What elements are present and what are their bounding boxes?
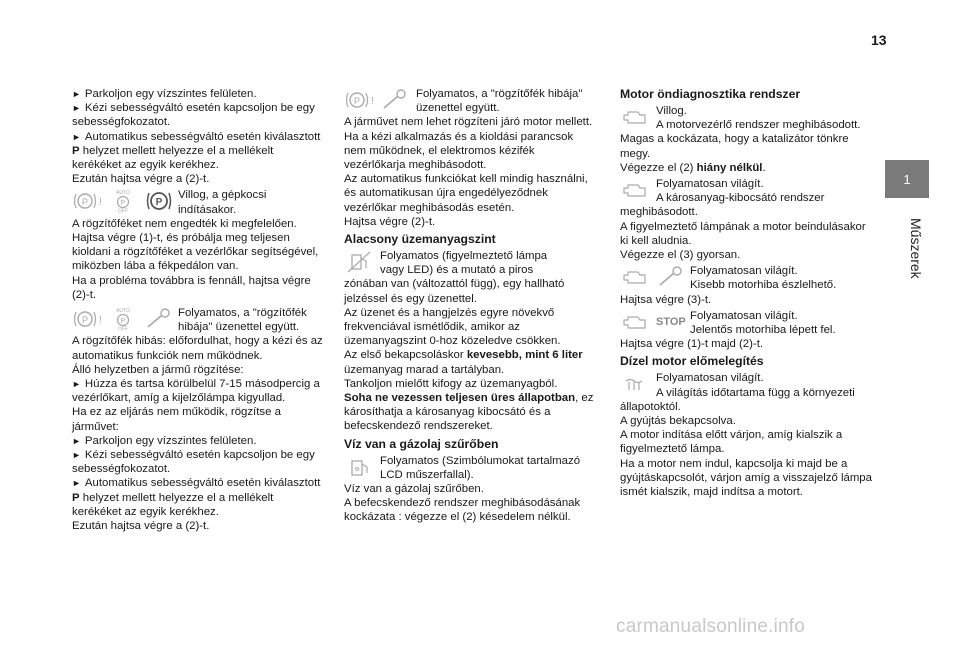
paragraph: Ha a probléma továbbra is fennáll, hajtsa végre (2)-t. [72,274,311,301]
chapter-label: Műszerek [908,218,924,279]
paragraph: A motorvezérlő rendszer meghibásodott. [656,119,861,132]
paragraph: Ezután hajtsa végre a (2)-t. [72,520,210,533]
fuel-icon [344,250,374,274]
paragraph: Hajtsa végre (2)-t. [344,215,436,228]
section-heading: Víz van a gázolaj szűrőben [344,436,499,451]
svg-text:OFF: OFF [118,208,128,214]
svg-text:AUTO: AUTO [116,308,130,315]
paragraph: A motor indítása előtt várjon, amíg kialszik a figyelmeztető lámpa. [620,429,843,456]
chapter-tab[interactable]: 1 [885,160,929,198]
warning-row [344,454,596,482]
warning-row [620,104,876,132]
paragraph: Jelentős motorhiba lépett fel. [690,324,836,337]
paragraph: Magas a kockázata, hogy a katalizátor tönkre megy. [620,133,849,160]
warning-row [72,188,324,216]
bullet-item: ► Kézi sebességváltó esetén kapcsoljon be egy sebességfokozatot. [72,101,324,129]
paragraph: Hajtsa végre (3)-t. [620,293,712,306]
svg-text:AUTO: AUTO [116,190,130,197]
paragraph: Folyamatos, a "rögzítőfék [178,307,307,320]
paragraph: A gyújtás bekapcsolva. [620,415,736,428]
svg-text:P: P [81,197,89,208]
column-3 [620,87,876,499]
svg-text:P: P [81,315,89,326]
svg-text:P: P [120,318,126,326]
bullet-item: ► Húzza és tartsa körülbelül 7-15 másodpercig a vezérlőkart, amíg a kijelzőlámpa kigyullad. [72,377,324,405]
brake-fault-icon [344,88,374,112]
paragraph: Tankoljon mielőtt kifogy az üzemanyagból. [344,377,558,390]
paragraph: Folyamatos, a "rögzítőfék hibája" [416,88,583,100]
paragraph: Az automatikus funkciókat kell mindig használni, és automatikusan újra engedélyeződnek vezérlőkar meghibásodás esetén. [344,173,588,214]
paragraph: zónában van (változattól függ), egy hallható jelzéssel és egy üzenettel. [344,278,565,305]
paragraph: A rögzítőfék hibás: előfordulhat, hogy a kézi és az automatikus funkciók nem működnek. [72,335,323,362]
wrench-icon [656,265,686,289]
paragraph: Folyamatosan világít. [690,265,798,278]
warning-row [620,371,876,399]
paragraph: Villog, a gépkocsi [178,189,267,202]
paragraph: Ha a kézi alkalmazás és a kioldási parancsok nem működnek, el elektromos kézifék vezérlőkarja meghibásodott. [344,130,574,172]
svg-text:P: P [120,200,126,208]
paragraph: Folyamatos (figyelmeztető lámpa [380,250,548,263]
svg-text:!: ! [99,197,102,209]
paragraph: A járművet nem lehet rögzíteni járó motor mellett. [344,116,593,129]
paragraph: A világítás időtartama függ a környezeti [656,386,855,399]
auto-park-off-icon [108,189,138,213]
paragraph: hibája" üzenettel együtt. [178,321,300,334]
engine-icon [620,265,650,289]
paragraph: Ha ez az eljárás nem működik, rögzítse a járművet: [72,406,281,433]
paragraph: meghibásodott. [620,206,698,219]
paragraph: Álló helyzetben a jármű rögzítése: [72,363,244,376]
column-1 [72,87,324,533]
paragraph: Folyamatosan világít. [656,178,764,191]
bullet-item: ► Automatikus sebességváltó esetén kiválasztott P helyzet mellett helyezze el a mellékelt kerékéket az egyik kerékhez. [72,130,324,173]
wrench-icon [380,88,410,112]
warning-row [620,309,876,337]
paragraph: Kisebb motorhiba észlelhető. [690,279,837,292]
engine-icon [620,310,650,334]
svg-text:P: P [155,197,163,209]
brake-fault-icon [72,189,102,213]
warning-row [72,306,324,334]
preheat-icon [620,372,650,396]
warning-row [344,249,596,277]
svg-text:OFF: OFF [118,326,128,332]
paragraph: Soha ne vezessen teljesen üres állapotban, ez károsíthatja a károsanyag kibocsátó és a befecskendező rendszereket. [344,392,594,433]
paragraph: A befecskendező rendszer meghibásodásának kockázata : végezze el (2) késedelem nélkül. [344,497,581,524]
warning-row [344,87,596,115]
wrench-icon [144,307,174,331]
warning-row [620,177,876,205]
paragraph: Villog. [656,105,687,117]
svg-text:!: ! [99,315,102,327]
water-in-fuel-icon [344,455,374,479]
stop-icon: STOP [656,315,686,328]
parking-brake-icon [144,189,174,213]
paragraph: állapotoktól. [620,400,681,413]
page-number: 13 [871,32,887,48]
paragraph: Folyamatosan világít. [656,372,764,385]
bullet-item: ► Parkoljon egy vízszintes felületen. [72,434,324,448]
paragraph: A figyelmeztető lámpának a motor beindulásakor ki kell aludnia. [620,220,866,247]
paragraph: indításakor. [178,203,237,216]
paragraph: Ezután hajtsa végre a (2)-t. [72,173,210,186]
section-heading: Alacsony üzemanyagszint [344,232,496,247]
paragraph: vagy LED) és a mutató a piros [380,264,534,277]
paragraph: Végezze el (3) gyorsan. [620,249,741,262]
bullet-item: ► Kézi sebességváltó esetén kapcsoljon be egy sebességfokozatot. [72,448,324,476]
paragraph: Víz van a gázolaj szűrőben. [344,483,484,496]
bullet-item: ► Parkoljon egy vízszintes felületen. [72,87,324,101]
warning-row [620,264,876,292]
paragraph: Az első bekapcsoláskor kevesebb, mint 6 liter üzemanyag marad a tartályban. [344,349,583,376]
column-2 [344,87,596,525]
engine-icon [620,105,650,129]
watermark: carmanualsonline.info [616,616,806,637]
paragraph: A károsanyag-kibocsátó rendszer [656,192,825,205]
bullet-item: ► Automatikus sebességváltó esetén kiválasztott P helyzet mellett helyezze el a mellékelt kerékéket az egyik kerékhez. [72,476,324,519]
auto-park-off-icon [108,307,138,331]
brake-fault-icon [72,307,102,331]
paragraph: A rögzítőféket nem engedték ki megfelelően. Hajtsa végre (1)-t, és próbálja meg teljesen kioldani a rögzítőféket a vezérlőkar segítségével, miközben lába a fékpedálon van. [72,217,319,273]
paragraph: üzenettel együtt. [416,102,500,115]
paragraph: Hajtsa végre (1)-t majd (2)-t. [620,338,764,351]
svg-text:!: ! [371,96,374,107]
paragraph: LCD műszerfallal). [380,468,474,481]
engine-icon [620,178,650,202]
paragraph: Végezze el (2) hiány nélkül. [620,161,766,174]
paragraph: Folyamatos (Szimbólumokat tartalmazó [380,454,581,467]
paragraph: Folyamatosan világít. [690,309,798,322]
paragraph: Az üzenet és a hangjelzés egyre növekvő frekvenciával ismétlődik, amikor az üzemanyagszint 0-hoz közeledve csökken. [344,306,561,348]
section-heading: Motor öndiagnosztika rendszer [620,87,801,101]
paragraph: Ha a motor nem indul, kapcsolja ki majd be a gyújtáskapcsolót, várjon amíg a visszajelző lámpa ismét kialszik, majd indítsa a motort. [620,457,872,499]
section-heading: Dízel motor előmelegítés [620,354,764,369]
svg-text:P: P [353,96,361,106]
